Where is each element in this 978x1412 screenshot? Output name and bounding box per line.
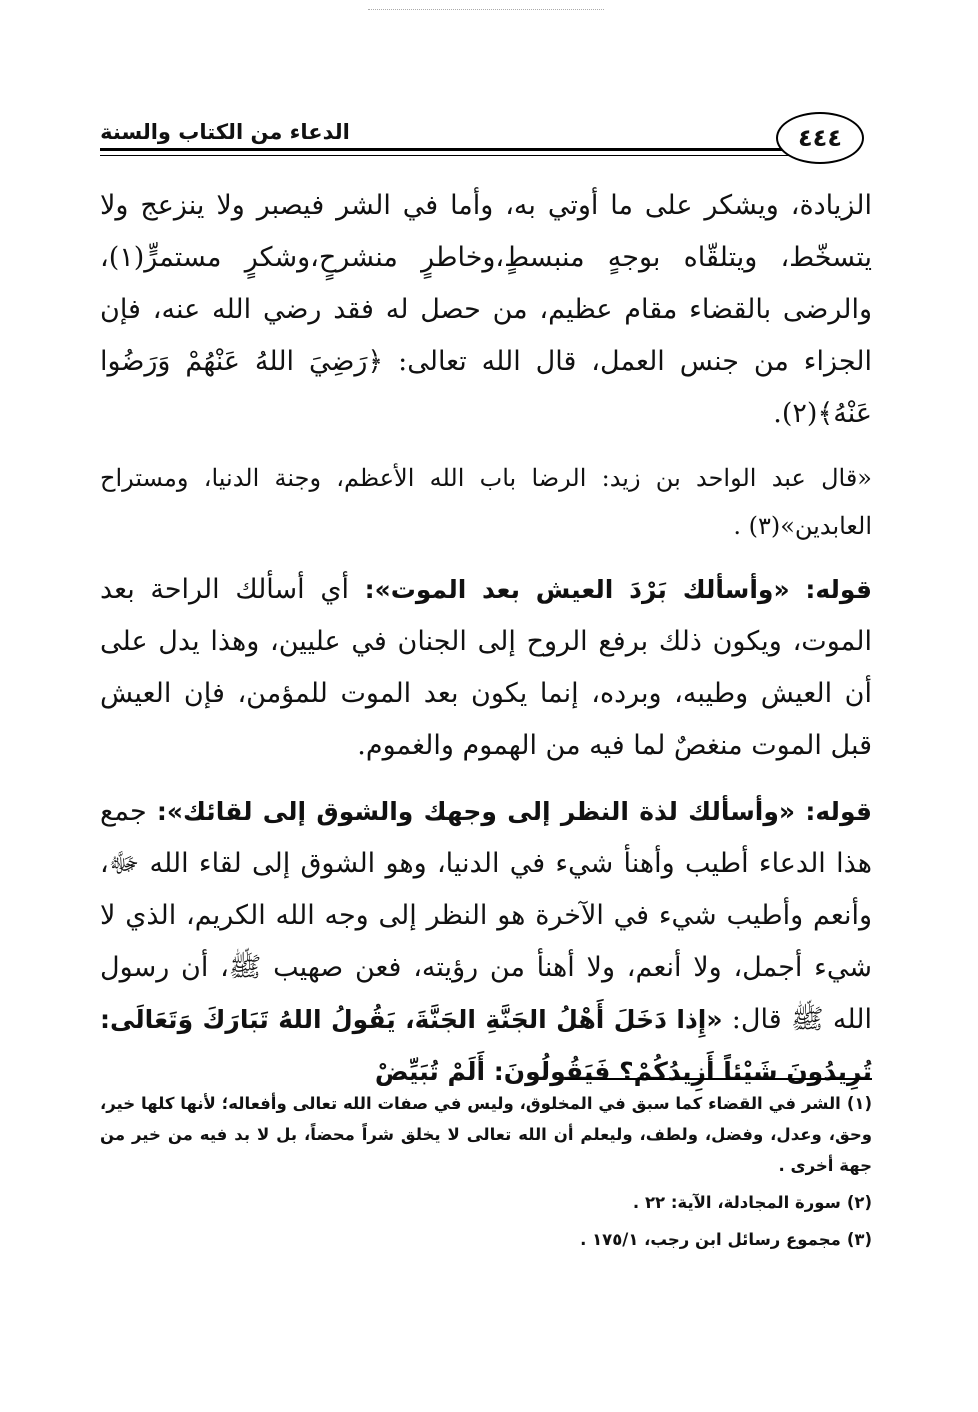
paragraph-4-text: جمع هذا الدعاء أطيب وأهنأ شيء في الدنيا، وهو الشوق إلى لقاء الله ﷻ، وأنعم وأطيب شيء في الآخرة هو النظر إلى وجه الله الكريم، الذي لا شيء أجمل، ولا أنعم، ولا أهنأ من رؤيته، فعن صهيب ﷺ، أن رسول الله ﷺ قال: [100,796,873,1035]
footnote-text: مجموع رسائل ابن رجب، ١٧٥/١ . [580,1230,841,1249]
footnote-2 [100,1187,872,1218]
header-rule-thick [100,148,790,151]
footnote-number: (٣) [846,1230,872,1249]
paragraph-3-lemma: قوله: «وأسألك بَرْدَ العيش بعد الموت»: [364,575,872,604]
running-title: الدعاء من الكتاب والسنة [100,120,350,144]
main-text [100,180,872,1098]
paragraph-4 [100,786,872,1098]
header-rule-thin [100,155,790,156]
footnotes [100,1088,872,1261]
paragraph-3-text: أي أسألك الراحة بعد الموت، ويكون ذلك برفع الروح إلى الجنان في عليين، وهذا يدل على أن العيش وطيبه، وبرده، إنما يكون بعد الموت للمؤمن، فإن العيش قبل الموت منغصٌ لما فيه من الهموم والغموم. [100,574,872,761]
page-number: ٤٤٤ [776,112,864,164]
footnote-text: سورة المجادلة، الآية: ٢٢ . [632,1193,841,1212]
hadith-text: «إِذا دَخَلَ أَهْلُ الجَنَّةِ الجَنَّةَ، يَقُولُ اللهُ تَبَارَكَ وَتَعَالَى: تُرِيدُونَ شَيْئاً أَزِيدُكُمْ؟ فَيَقُولُونَ: أَلَمْ تُبَيِّضْ [100,1005,872,1086]
footnote-rule [565,1078,872,1080]
footnote-number: (١) [846,1094,872,1113]
footnote-3 [100,1224,872,1255]
paragraph-4-lemma: قوله: «وأسألك لذة النظر إلى وجهك والشوق إلى لقائك»: [156,797,872,826]
top-dotted-line [368,9,604,10]
footnote-number: (٢) [846,1193,872,1212]
page-header [100,108,870,176]
paragraph-3 [100,564,872,772]
paragraph-1: الزيادة، ويشكر على ما أوتي به، وأما في الشر فيصبر ولا ينزعج ولا يتسخّط، ويتلقّاه بوجهٍ منبسطٍ،وخاطرٍ منشرحٍ،وشكرٍ مستمرٍّ(١)، والرضى بالقضاء مقام عظيم، من حصل له فقد رضي الله عنه، فإن الجزاء من جنس العمل، قال الله تعالى: ﴿رَضِيَ اللهُ عَنْهُمْ وَرَضُوا عَنْهُ﴾(٢). [100,190,872,429]
footnote-1 [100,1088,872,1181]
footnote-text: الشر في القضاء كما سبق في المخلوق، وليس في صفات الله تعالى وأفعاله؛ لأنها كلها خير، وحق، وعدل، وفضل، ولطف، وليعلم أن الله تعالى لا يخلق شراً محضاً، بل لا بد فيه من خير من جهة أخرى . [100,1094,872,1175]
paragraph-2-quote: «قال عبد الواحد بن زيد: الرضا باب الله الأعظم، وجنة الدنيا، ومستراح العابدين»(٣) . [100,464,872,540]
